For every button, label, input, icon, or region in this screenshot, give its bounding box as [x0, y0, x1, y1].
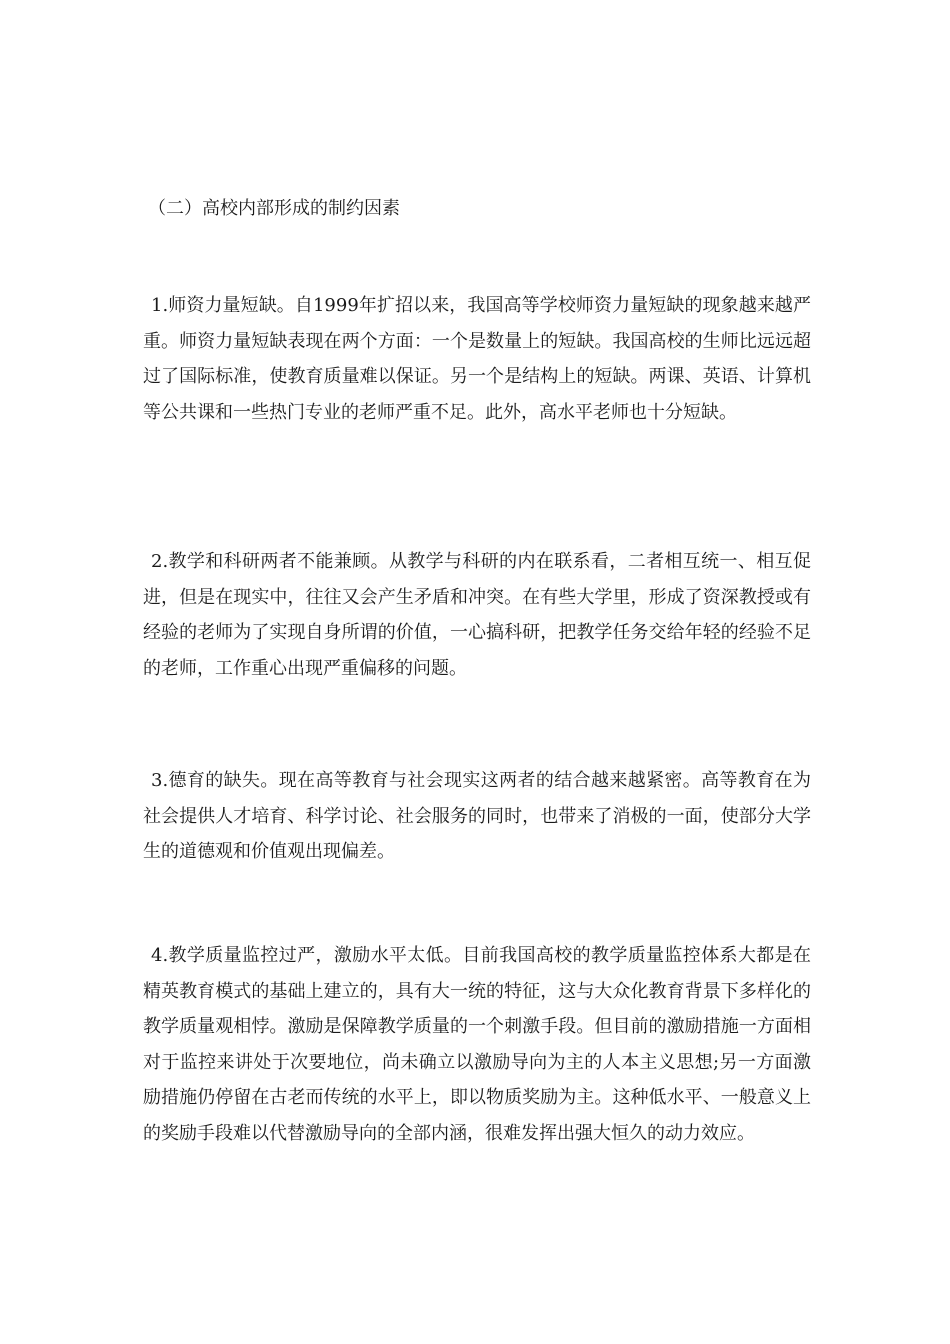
section-heading: （二）高校内部形成的制约因素: [148, 198, 400, 219]
paragraph-teaching-research: 2.教学和科研两者不能兼顾。从教学与科研的内在联系看，二者相互统一、相互促进，但是在现实中，往往又会产生矛盾和冲突。在有些大学里，形成了资深教授或有经验的老师为了实现自身所谓的价值，一心搞科研，把教学任务交给年轻的经验不足的老师，工作重心出现严重偏移的问题。: [143, 551, 811, 679]
paragraph-quality-monitoring: 4.教学质量监控过严，激励水平太低。目前我国高校的教学质量监控体系大都是在精英教育模式的基础上建立的，具有大一统的特征，这与大众化教育背景下多样化的教学质量观相悖。激励是保障教学质量的一个刺激手段。但目前的激励措施一方面相对于监控来讲处于次要地位，尚未确立以激励导向为主的人本主义思想;另一方面激励措施仍停留在古老而传统的水平上，即以物质奖励为主。这种低水平、一般意义上的奖励手段难以代替激励导向的全部内涵，很难发挥出强大恒久的动力效应。: [143, 945, 811, 1144]
paragraph-teacher-shortage: 1.师资力量短缺。自1999年扩招以来，我国高等学校师资力量短缺的现象越来越严重。师资力量短缺表现在两个方面：一个是数量上的短缺。我国高校的生师比远远超过了国际标准，使教育质量难以保证。另一个是结构上的短缺。两课、英语、计算机等公共课和一些热门专业的老师严重不足。此外，高水平老师也十分短缺。: [143, 295, 811, 423]
paragraph-moral-education: 3.德育的缺失。现在高等教育与社会现实这两者的结合越来越紧密。高等教育在为社会提供人才培育、科学讨论、社会服务的同时，也带来了消极的一面，使部分大学生的道德观和价值观出现偏差。: [143, 770, 811, 862]
